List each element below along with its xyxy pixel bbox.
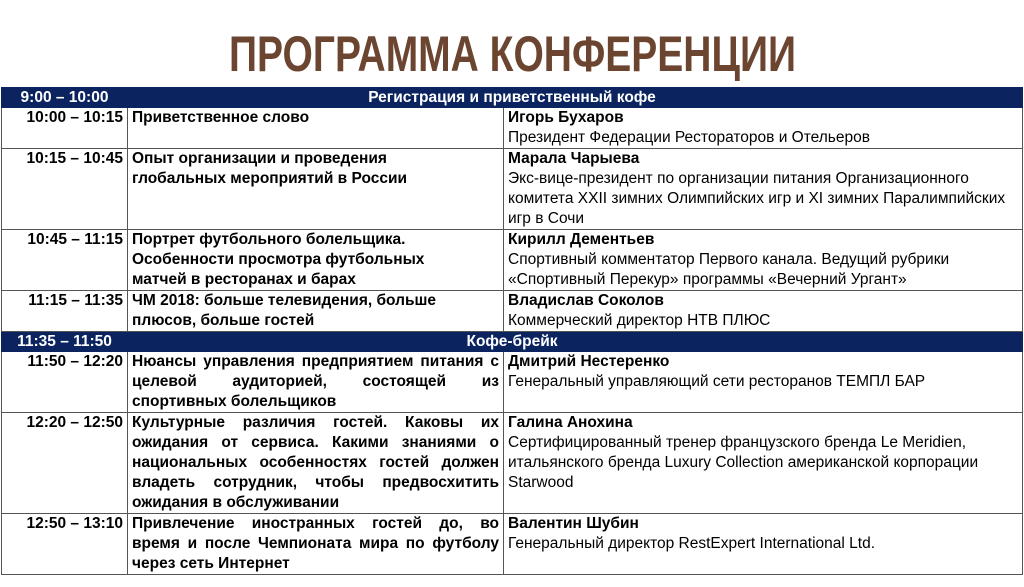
session-topic: Нюансы управления предприятием питания с целевой аудиторией, состоящей из спортивных болельщиков — [128, 352, 504, 413]
speaker-role: Коммерческий директор НТВ ПЛЮС — [508, 312, 771, 329]
session-row — [2, 352, 1023, 413]
session-speaker — [504, 108, 1023, 149]
session-row — [2, 514, 1023, 575]
session-speaker — [504, 149, 1023, 230]
session-time: 12:50 – 13:10 — [2, 514, 128, 575]
session-row — [2, 108, 1023, 149]
band-row-registration — [2, 88, 1023, 108]
title-bar — [0, 26, 1024, 82]
page-title: ПРОГРАММА КОНФЕРЕНЦИИ — [228, 26, 796, 82]
speaker-role: Спортивный комментатор Первого канала. Ведущий рубрики «Спортивный Перекур» программы «Вечерний Ургант» — [508, 251, 950, 288]
session-speaker — [504, 514, 1023, 575]
session-row — [2, 149, 1023, 230]
session-topic: Портрет футбольного болельщика. Особенности просмотра футбольных матчей в ресторанах и барах — [128, 230, 504, 291]
session-time: 12:20 – 12:50 — [2, 413, 128, 514]
session-speaker — [504, 291, 1023, 332]
session-speaker — [504, 352, 1023, 413]
session-time: 10:45 – 11:15 — [2, 230, 128, 291]
speaker-name: Галина Анохина — [508, 414, 633, 431]
session-speaker — [504, 230, 1023, 291]
band-time: 9:00 – 10:00 — [2, 88, 128, 108]
program-table — [1, 87, 1023, 575]
session-topic: Привлечение иностранных гостей до, во время и после Чемпионата мира по футболу через сеть Интернет — [128, 514, 504, 575]
speaker-name: Владислав Соколов — [508, 292, 664, 309]
speaker-role: Экс-вице-президент по организации питания Организационного комитета XXII зимних Олимпийских игр и XI зимних Паралимпийских игр в Сочи — [508, 170, 1006, 227]
session-time: 11:50 – 12:20 — [2, 352, 128, 413]
session-topic: ЧМ 2018: больше телевидения, больше плюсов, больше гостей — [128, 291, 504, 332]
speaker-name: Кирилл Дементьев — [508, 231, 655, 248]
speaker-role: Генеральный управляющий сети ресторанов ТЕМПЛ БАР — [508, 373, 926, 390]
band-label: Регистрация и приветственный кофе — [128, 88, 1023, 108]
speaker-name: Валентин Шубин — [508, 515, 639, 532]
speaker-name: Дмитрий Нестеренко — [508, 353, 670, 370]
session-time: 11:15 – 11:35 — [2, 291, 128, 332]
speaker-name: Марала Чарыева — [508, 150, 640, 167]
band-time: 11:35 – 11:50 — [2, 332, 128, 352]
band-label: Кофе-брейк — [128, 332, 1023, 352]
session-topic: Приветственное слово — [128, 108, 504, 149]
speaker-role: Сертифицированный тренер французского бренда Le Meridien, итальянского бренда Luxury Collection американской корпорации Starwood — [508, 434, 979, 491]
session-topic: Культурные различия гостей. Каковы их ожидания от сервиса. Какими знаниями о национальных особенностях гостей должен владеть сотрудник, чтобы предвосхитить ожидания в обслуживании — [128, 413, 504, 514]
session-row — [2, 230, 1023, 291]
session-time: 10:00 – 10:15 — [2, 108, 128, 149]
speaker-role: Президент Федерации Рестораторов и Отельеров — [508, 129, 870, 146]
session-speaker — [504, 413, 1023, 514]
session-row — [2, 413, 1023, 514]
session-row — [2, 291, 1023, 332]
session-topic: Опыт организации и проведения глобальных мероприятий в России — [128, 149, 504, 230]
band-row-coffee-break — [2, 332, 1023, 352]
speaker-name: Игорь Бухаров — [508, 109, 624, 126]
speaker-role: Генеральный директор RestExpert International Ltd. — [508, 535, 875, 552]
session-time: 10:15 – 10:45 — [2, 149, 128, 230]
